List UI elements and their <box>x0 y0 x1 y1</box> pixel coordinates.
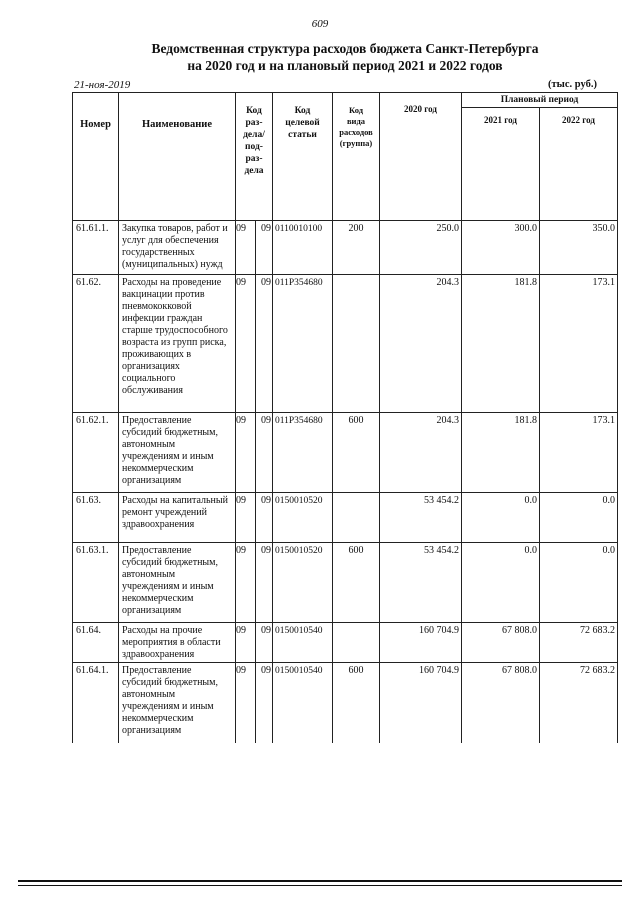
row-subsection: 09 <box>256 275 273 413</box>
header-line: статьи <box>288 130 317 140</box>
header-section <box>236 93 273 209</box>
row-target-code: 011P354680 <box>273 413 333 493</box>
row-section: 09 <box>236 221 256 275</box>
row-subsection: 09 <box>256 663 273 743</box>
row-value-2020: 160 704.9 <box>380 663 462 743</box>
row-name: Предоставление субсидий бюджетным, автономным учреждениям и иным некоммерческим организациям <box>119 413 236 493</box>
header-line: вида <box>346 116 366 126</box>
row-name: Предоставление субсидий бюджетным, автономным учреждениям и иным некоммерческим организациям <box>119 663 236 743</box>
table-body <box>73 221 618 743</box>
units-label: (тыс. руб.) <box>548 79 597 90</box>
row-name: Расходы на капитальный ремонт учреждений здравоохранения <box>119 493 236 543</box>
table-row <box>73 623 618 663</box>
row-value-2020: 53 454.2 <box>380 543 462 623</box>
header-line: Код <box>348 105 364 115</box>
row-value-2022: 173.1 <box>540 275 618 413</box>
row-number: 61.63. <box>73 493 119 543</box>
row-target-code: 0150010540 <box>273 663 333 743</box>
row-subsection: 09 <box>256 413 273 493</box>
row-target-code: 0150010540 <box>273 623 333 663</box>
row-section: 09 <box>236 543 256 623</box>
row-expense-type <box>333 623 380 663</box>
page-title <box>110 40 580 74</box>
header-number: Номер <box>73 93 119 209</box>
budget-table <box>72 92 618 743</box>
header-line: Код <box>294 106 311 116</box>
document-date: 21-ноя-2019 <box>74 79 131 91</box>
row-expense-type: 600 <box>333 663 380 743</box>
header-line: дела/ <box>243 130 265 140</box>
row-value-2020: 53 454.2 <box>380 493 462 543</box>
table-row <box>73 221 618 275</box>
row-expense-type <box>333 493 380 543</box>
row-value-2022: 173.1 <box>540 413 618 493</box>
row-name: Расходы на проведение вакцинации против пневмококковой инфекции граждан старше трудоспособного возраста из групп риска, проживающих в организациях социального обслуживания <box>119 275 236 413</box>
bottom-rule-thin <box>18 885 622 886</box>
table-row <box>73 275 618 413</box>
table-row <box>73 493 618 543</box>
row-section: 09 <box>236 413 256 493</box>
table-row <box>73 543 618 623</box>
row-expense-type: 600 <box>333 413 380 493</box>
table-row <box>73 663 618 743</box>
row-section: 09 <box>236 663 256 743</box>
row-value-2022: 350.0 <box>540 221 618 275</box>
row-value-2022: 0.0 <box>540 543 618 623</box>
row-target-code: 0150010520 <box>273 543 333 623</box>
row-value-2022: 72 683.2 <box>540 663 618 743</box>
row-value-2021: 0.0 <box>462 543 540 623</box>
header-year-2020: 2020 год <box>380 93 462 209</box>
header-year-2021: 2021 год <box>462 108 540 209</box>
row-value-2021: 300.0 <box>462 221 540 275</box>
header-line: дела <box>244 166 264 176</box>
row-section: 09 <box>236 275 256 413</box>
row-value-2022: 72 683.2 <box>540 623 618 663</box>
row-number: 61.64.1. <box>73 663 119 743</box>
row-value-2021: 67 808.0 <box>462 623 540 663</box>
row-value-2021: 181.8 <box>462 413 540 493</box>
row-name: Расходы на прочие мероприятия в области здравоохранения <box>119 623 236 663</box>
row-expense-type <box>333 275 380 413</box>
row-value-2021: 67 808.0 <box>462 663 540 743</box>
row-subsection: 09 <box>256 623 273 663</box>
row-number: 61.64. <box>73 623 119 663</box>
header-line: (группа) <box>339 138 373 148</box>
row-target-code: 0110010100 <box>273 221 333 275</box>
title-line-2: на 2020 год и на плановый период 2021 и 2022 годов <box>187 58 503 73</box>
row-target-code: 011P354680 <box>273 275 333 413</box>
row-number: 61.62.1. <box>73 413 119 493</box>
header-line: под- <box>245 142 263 152</box>
table-row <box>73 413 618 493</box>
header-name: Наименование <box>119 93 236 209</box>
row-name: Закупка товаров, работ и услуг для обеспечения государственных (муниципальных) нужд <box>119 221 236 275</box>
header-line: целевой <box>285 118 320 128</box>
row-number: 61.62. <box>73 275 119 413</box>
row-value-2022: 0.0 <box>540 493 618 543</box>
bottom-rule <box>18 880 622 882</box>
header-line: Код <box>246 106 262 116</box>
row-value-2020: 204.3 <box>380 275 462 413</box>
row-value-2021: 0.0 <box>462 493 540 543</box>
row-subsection: 09 <box>256 493 273 543</box>
row-target-code: 0150010520 <box>273 493 333 543</box>
row-value-2020: 160 704.9 <box>380 623 462 663</box>
row-number: 61.63.1. <box>73 543 119 623</box>
header-target-code <box>273 93 333 209</box>
header-line: расходов <box>339 127 373 137</box>
header-line: раз- <box>245 118 263 128</box>
row-section: 09 <box>236 623 256 663</box>
row-subsection: 09 <box>256 221 273 275</box>
row-section: 09 <box>236 493 256 543</box>
row-value-2021: 181.8 <box>462 275 540 413</box>
header-year-2022: 2022 год <box>540 108 618 209</box>
row-subsection: 09 <box>256 543 273 623</box>
title-line-1: Ведомственная структура расходов бюджета Санкт-Петербурга <box>151 41 539 56</box>
header-expense-type <box>333 93 380 209</box>
row-expense-type: 600 <box>333 543 380 623</box>
row-value-2020: 250.0 <box>380 221 462 275</box>
row-expense-type: 200 <box>333 221 380 275</box>
row-number: 61.61.1. <box>73 221 119 275</box>
header-line: раз- <box>245 154 263 164</box>
row-name: Предоставление субсидий бюджетным, автономным учреждениям и иным некоммерческим организациям <box>119 543 236 623</box>
page-number: 609 <box>311 18 329 30</box>
header-plan-period: Плановый период <box>462 93 618 108</box>
row-value-2020: 204.3 <box>380 413 462 493</box>
